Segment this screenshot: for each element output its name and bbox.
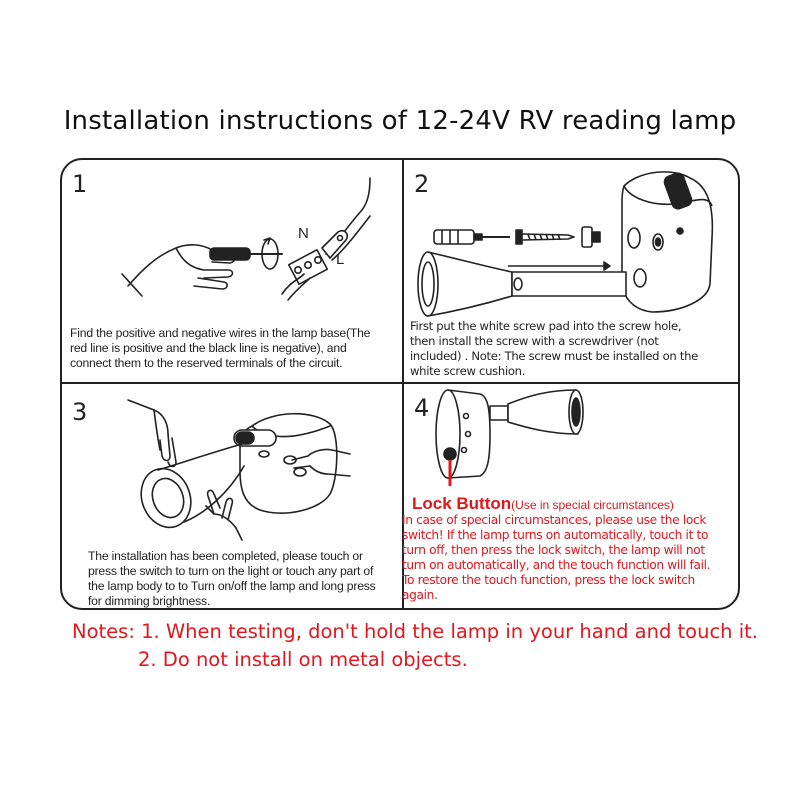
step-4-line: again. [402, 588, 438, 602]
screwdriver-icon [434, 230, 510, 244]
step-4-line: In case of special circumstances, please use the lock [402, 513, 707, 527]
lock-button-title [412, 494, 674, 514]
lock-button-label: Lock Button [412, 494, 512, 513]
step-4-lock-illustration [432, 386, 592, 496]
step-1-wiring-illustration [112, 170, 372, 320]
step-2-line: then install the screw with a screwdriver (not [410, 334, 659, 348]
step-1-line: Find the positive and negative wires in the lamp base(The [70, 326, 371, 340]
step-1-line: red line is positive and the black line is negative), and [70, 341, 347, 355]
step-3-line: press the switch to turn on the light or touch any part of [88, 564, 374, 578]
l-label: L [336, 251, 345, 268]
step-4-number: 4 [414, 394, 430, 422]
step-4-line: To restore the touch function, press the lock switch [402, 573, 695, 587]
lock-button-note: (Use in special circumstances) [511, 498, 674, 512]
screwdriver-handle [210, 248, 250, 260]
n-label: N [298, 225, 309, 242]
step-2-line: white screw cushion. [410, 364, 526, 378]
step-3-touch-illustration [124, 390, 354, 540]
step-3-line: the lamp body to to Turn on/off the lamp and long press [88, 579, 376, 593]
step-4-line: turn off, then press the lock switch, the lamp will not [402, 543, 705, 557]
step-2-line: First put the white screw pad into the screw hole, [410, 319, 682, 333]
step-1-line: connect them to the reserved terminals of the circuit. [70, 356, 343, 370]
step-1-number: 1 [72, 170, 88, 198]
step-3-caption [88, 549, 398, 609]
lamp-head [133, 444, 244, 534]
step-2-caption [410, 319, 740, 379]
lamp-base-side [436, 390, 490, 478]
lamp-base-disc [622, 172, 712, 312]
step-4-line: switch! If the lamp turns on automatically, touch it to [402, 528, 709, 542]
step-4-line: turn on automatically, and the touch function will fail. [402, 558, 711, 572]
lamp-head [508, 390, 583, 434]
lamp-base-disc [240, 414, 337, 513]
screw-pad-icon [582, 227, 600, 247]
page-title: Installation instructions of 12-24V RV reading lamp [63, 106, 737, 136]
step-1-caption [70, 326, 400, 371]
note-1: Notes: 1. When testing, don't hold the lamp in your hand and touch it. [72, 620, 759, 643]
lamp-head [418, 252, 626, 316]
horizontal-divider [62, 382, 738, 384]
step-3-line: The installation has been completed, please touch or [88, 549, 363, 563]
step-2-line: included) . Note: The screw must be installed on the [410, 349, 698, 363]
lamp-arm [490, 406, 508, 420]
step-4-caption [402, 513, 738, 603]
lock-button-icon [444, 448, 456, 460]
step-2-number: 2 [414, 170, 430, 198]
step-2-mount-illustration [412, 166, 742, 316]
note-2: 2. Do not install on metal objects. [138, 648, 468, 671]
screw-icon [516, 230, 574, 244]
step-3-line: for dimming brightness. [88, 594, 211, 608]
step-3-number: 3 [72, 398, 88, 426]
hand-top [128, 400, 170, 461]
